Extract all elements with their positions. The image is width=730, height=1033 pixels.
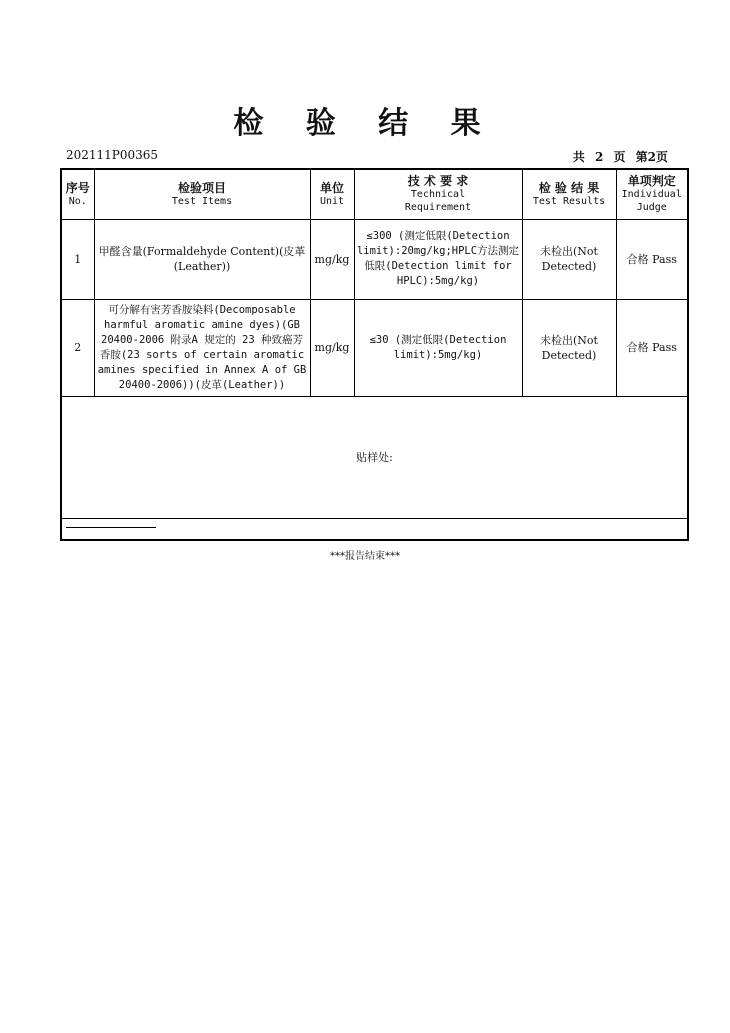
header-judge: 单项判定 Individual Judge	[616, 169, 688, 219]
page-count: 共 2 页 第2页	[572, 150, 668, 164]
signature-line	[66, 527, 156, 528]
row-judge: 合格 Pass	[616, 219, 688, 299]
header-test-results: 检 验 结 果 Test Results	[522, 169, 616, 219]
header-requirement: 技 术 要 求 Technical Requirement	[354, 169, 522, 219]
row-requirement: ≤30 (测定低限(Detection limit):5mg/kg)	[354, 299, 522, 396]
end-of-report-note: ***报告结束***	[330, 551, 400, 562]
header-no: 序号 No.	[61, 169, 94, 219]
row-no: 1	[61, 219, 94, 299]
row-test-item: 可分解有害芳香胺染料(Decomposable harmful aromatic amine dyes)(GB 20400-2006 附录A 规定的 23 种致癌芳香胺(23 sorts of certain aromatic amines specified in Annex A of GB 20400-2006))(皮革(Leather))	[94, 299, 310, 396]
row-result: 未检出(Not Detected)	[522, 219, 616, 299]
footer-cell	[61, 518, 688, 540]
report-number: 202111P00365	[66, 148, 159, 162]
row-unit: mg/kg	[310, 219, 354, 299]
row-unit: mg/kg	[310, 299, 354, 396]
row-judge: 合格 Pass	[616, 299, 688, 396]
page-title: 检 验 结 果	[233, 106, 497, 141]
row-no: 2	[61, 299, 94, 396]
header-test-items: 检验项目 Test Items	[94, 169, 310, 219]
table-row	[61, 299, 688, 396]
table-row	[61, 219, 688, 299]
header-unit: 单位 Unit	[310, 169, 354, 219]
results-table	[60, 168, 689, 541]
row-requirement: ≤300 (测定低限(Detection limit):20mg/kg;HPLC方法测定低限(Detection limit for HPLC):5mg/kg)	[354, 219, 522, 299]
footer-row	[61, 518, 688, 540]
table-header-row	[61, 169, 688, 219]
row-result: 未检出(Not Detected)	[522, 299, 616, 396]
sample-area-label: 贴样处:	[61, 396, 688, 518]
sample-area-row	[61, 396, 688, 518]
row-test-item: 甲醛含量(Formaldehyde Content)(皮革(Leather))	[94, 219, 310, 299]
